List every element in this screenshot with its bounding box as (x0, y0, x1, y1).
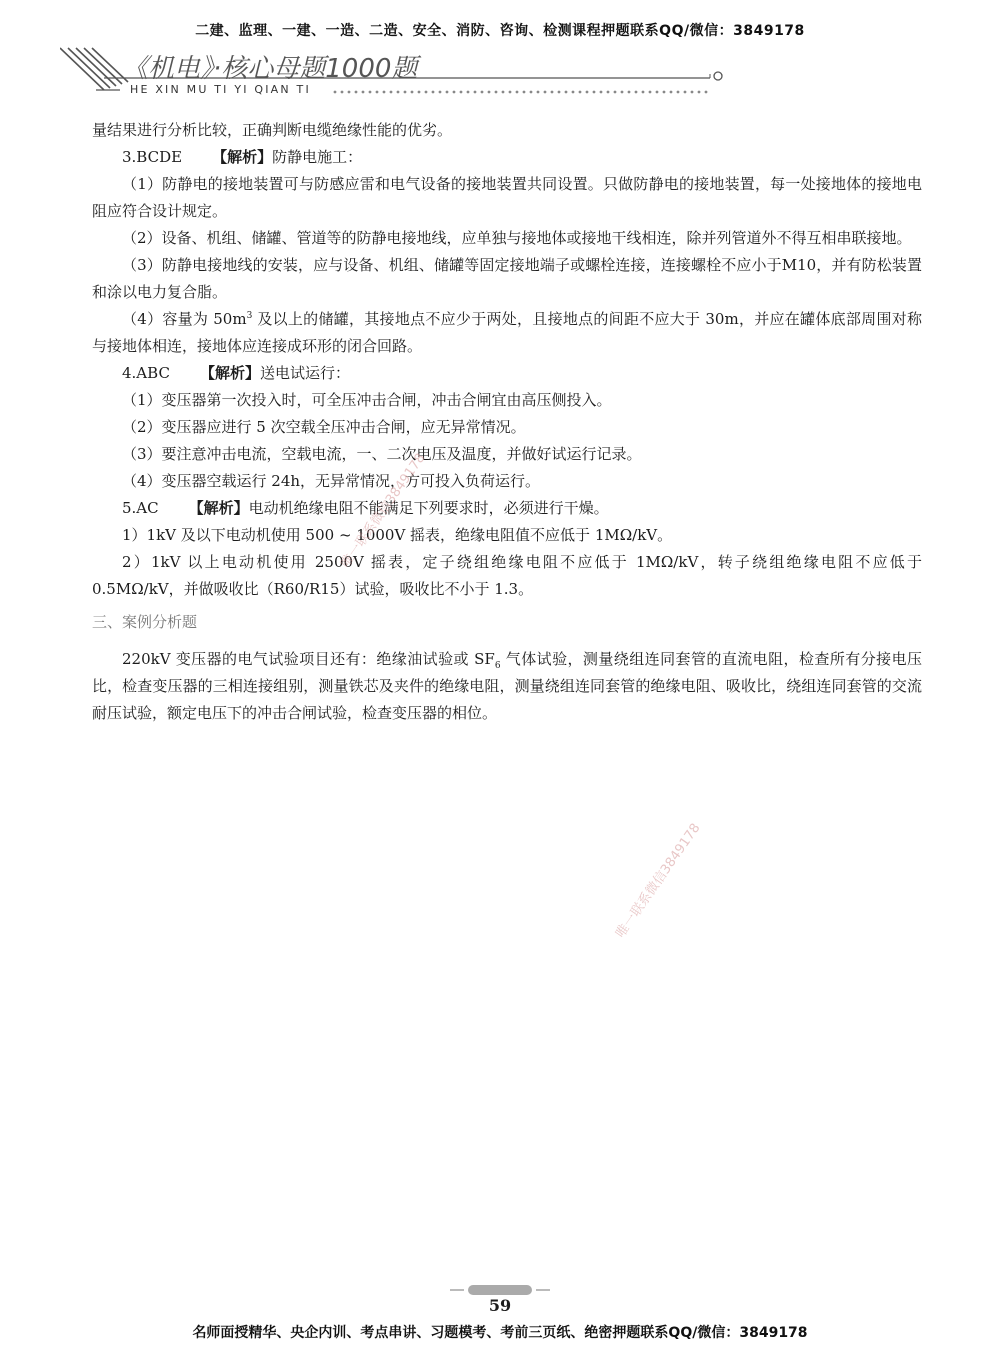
banner-dot (460, 91, 463, 94)
banner-dot (600, 91, 603, 94)
answer-5-item-1: 1）1kV 及以下电动机使用 500 ~ 1000V 摇表，绝缘电阻值不应低于 1MΩ/kV。 (122, 526, 673, 544)
answer-3-line (92, 144, 922, 171)
page-number: 59 (488, 1296, 512, 1315)
banner-dot (369, 91, 372, 94)
answer-3-item-3: （3）防静电接地线的安装，应与设备、机组、储罐等固定接地端子或螺栓连接，连接螺栓不应小于M10，并有防松装置和涂以电力复合脂。 (92, 256, 922, 301)
banner-dot (502, 91, 505, 94)
book-title: 《机电》·核心母题1000题 (122, 54, 418, 84)
banner-dot (362, 91, 365, 94)
analysis-tag: 【解析】 (199, 364, 260, 382)
banner-dot (432, 91, 435, 94)
analysis-tag: 【解析】 (212, 148, 273, 166)
banner-dot (656, 91, 659, 94)
banner-dot (705, 91, 708, 94)
banner-dot (411, 91, 414, 94)
banner-dot (404, 91, 407, 94)
banner-dot (628, 91, 631, 94)
answer-4-item-3: （3）要注意冲击电流，空载电流，一、二次电压及温度，并做好试运行记录。 (122, 445, 642, 463)
banner-dot (572, 91, 575, 94)
answer-5-item-2: 2）1kV 以上电动机使用 2500V 摇表，定子绕组绝缘电阻不应低于 1MΩ/kV，转子绕组绝缘电阻不应低于 0.5MΩ/kV，并做吸收比（R60/R15）试验，吸收比不小于 1.3。 (92, 553, 922, 598)
answer-4-key: 4.ABC (122, 364, 170, 382)
answer-3-item-4-b: 及以上的储罐，其接地点不应少于两处，且接地点的间距不应大于 30m，并应在罐体底部周围对称与接地体相连，接地体应连接成环形的闭合回路。 (92, 310, 922, 355)
answer-5-lead: 电动机绝缘电阻不能满足下列要求时，必须进行干燥。 (248, 499, 609, 517)
banner-dot (670, 91, 673, 94)
banner-dot (383, 91, 386, 94)
banner-dot (649, 91, 652, 94)
banner-dot (698, 91, 701, 94)
book-subtitle: HE XIN MU TI YI QIAN TI (130, 83, 311, 96)
banner-dot (586, 91, 589, 94)
answer-3-item-4-a: （4）容量为 50m (122, 310, 247, 328)
banner-dot (467, 91, 470, 94)
banner-dot (355, 91, 358, 94)
banner-dot (341, 91, 344, 94)
answer-5-line (92, 495, 922, 522)
banner-dot (642, 91, 645, 94)
banner-dot (495, 91, 498, 94)
answer-4-item-1: （1）变压器第一次投入时，可全压冲击合闸，冲击合闸宜由高压侧投入。 (122, 391, 612, 409)
banner-dot (663, 91, 666, 94)
banner-dot (537, 91, 540, 94)
page-number-ornament (450, 1283, 550, 1297)
banner-dot (418, 91, 421, 94)
banner-dot (348, 91, 351, 94)
banner-dot (677, 91, 680, 94)
banner-dot (397, 91, 400, 94)
banner-dot (551, 91, 554, 94)
banner-dot (565, 91, 568, 94)
page-content (92, 117, 922, 727)
banner-dot (621, 91, 624, 94)
banner-dot (453, 91, 456, 94)
header-contact-line: 二建、监理、一建、一造、二造、安全、消防、咨询、检测课程押题联系QQ/微信：3849178 (195, 23, 805, 39)
answer-3-item-1: （1）防静电的接地装置可与防感应雷和电气设备的接地装置共同设置。只做防静电的接地装置，每一处接地体的接地电阻应符合设计规定。 (92, 175, 922, 220)
answer-4-item-2: （2）变压器应进行 5 次空载全压冲击合闸，应无异常情况。 (122, 418, 526, 436)
subscript-6: 6 (494, 661, 501, 671)
continuation-paragraph: 量结果进行分析比较，正确判断电缆绝缘性能的优劣。 (92, 121, 453, 139)
banner-dot (579, 91, 582, 94)
banner-dot (558, 91, 561, 94)
answer-4-line (92, 360, 922, 387)
banner-dot (481, 91, 484, 94)
banner-dot (684, 91, 687, 94)
banner-dot (446, 91, 449, 94)
banner-dot (488, 91, 491, 94)
superscript-3: 3 (246, 311, 253, 321)
answer-4-item-4: （4）变压器空载运行 24h，无异常情况，方可投入负荷运行。 (122, 472, 541, 490)
banner-dot (376, 91, 379, 94)
banner-dot (635, 91, 638, 94)
book-banner (60, 40, 940, 100)
banner-dot (593, 91, 596, 94)
banner-dot (614, 91, 617, 94)
answer-3-key: 3.BCDE (122, 148, 183, 166)
banner-dot (509, 91, 512, 94)
banner-dot (425, 91, 428, 94)
banner-dot (607, 91, 610, 94)
footer-contact-line: 名师面授精华、央企内训、考点串讲、习题模考、考前三页纸、绝密押题联系QQ/微信：3849178 (192, 1325, 808, 1341)
answer-3-item-4 (92, 306, 922, 360)
banner-dot (390, 91, 393, 94)
section-3-heading: 三、案例分析题 (92, 613, 198, 631)
banner-dot (334, 91, 337, 94)
banner-dot (530, 91, 533, 94)
banner-dot (691, 91, 694, 94)
banner-dot (523, 91, 526, 94)
analysis-tag: 【解析】 (188, 499, 249, 517)
banner-dot (544, 91, 547, 94)
case-answer-a: 220kV 变压器的电气试验项目还有：绝缘油试验或 SF (122, 650, 495, 668)
answer-3-lead: 防静电施工： (272, 148, 363, 166)
answer-4-lead: 送电试运行： (259, 364, 350, 382)
banner-dot (516, 91, 519, 94)
case-answer-b: 气体试验，测量绕组连同套管的直流电阻，检查所有分接电压比，检查变压器的三相连接组别，测量铁芯及夹件的绝缘电阻，测量绕组连同套管的绝缘电阻、吸收比，绕组连同套管的交流耐压试验，额定电压下的冲击合闸试验，检查变压器的相位。 (92, 650, 922, 722)
case-answer-paragraph (92, 646, 922, 727)
watermark-text: 唯一联系微信3849178 (338, 450, 429, 571)
watermark-text: 唯一联系微信3849178 (613, 820, 704, 941)
banner-dot (474, 91, 477, 94)
answer-5-key: 5.AC (122, 499, 159, 517)
answer-3-item-2: （2）设备、机组、储罐、管道等的防静电接地线，应单独与接地体或接地干线相连，除并列管道外不得互相串联接地。 (122, 229, 912, 247)
banner-dot (439, 91, 442, 94)
